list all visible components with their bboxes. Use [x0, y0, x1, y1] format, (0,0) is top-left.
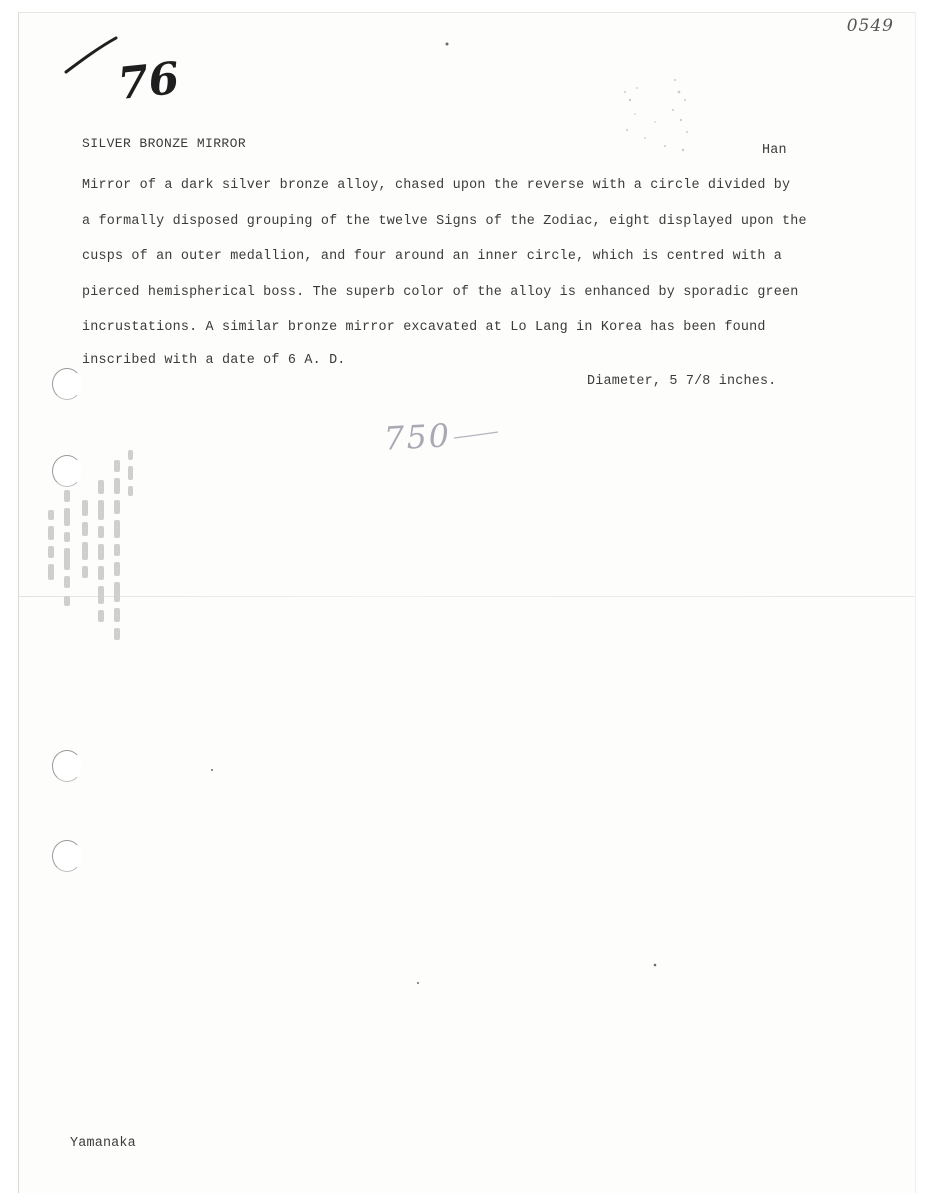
object-title: SILVER BRONZE MIRROR [82, 136, 247, 151]
description-line: Mirror of a dark silver bronze alloy, chased upon the reverse with a circle divided by [82, 178, 791, 193]
dealer-name: Yamanaka [70, 1136, 136, 1151]
dimensions-text: Diameter, 5 7/8 inches. [587, 374, 777, 389]
description-line: inscribed with a date of 6 A. D. [82, 353, 346, 368]
description-line: a formally disposed grouping of the twelve Signs of the Zodiac, eight displayed upon the [82, 214, 807, 229]
reference-mark: 76 [115, 52, 182, 111]
page-number: 0549 [846, 16, 894, 36]
period-label: Han [762, 143, 787, 158]
description-line: incrustations. A similar bronze mirror excavated at Lo Lang in Korea has been found [82, 320, 766, 335]
description-line: pierced hemispherical boss. The superb color of the alloy is enhanced by sporadic green [82, 285, 799, 300]
description-line: cusps of an outer medallion, and four around an inner circle, which is centred with a [82, 249, 783, 264]
price-note: 750 [383, 416, 453, 458]
